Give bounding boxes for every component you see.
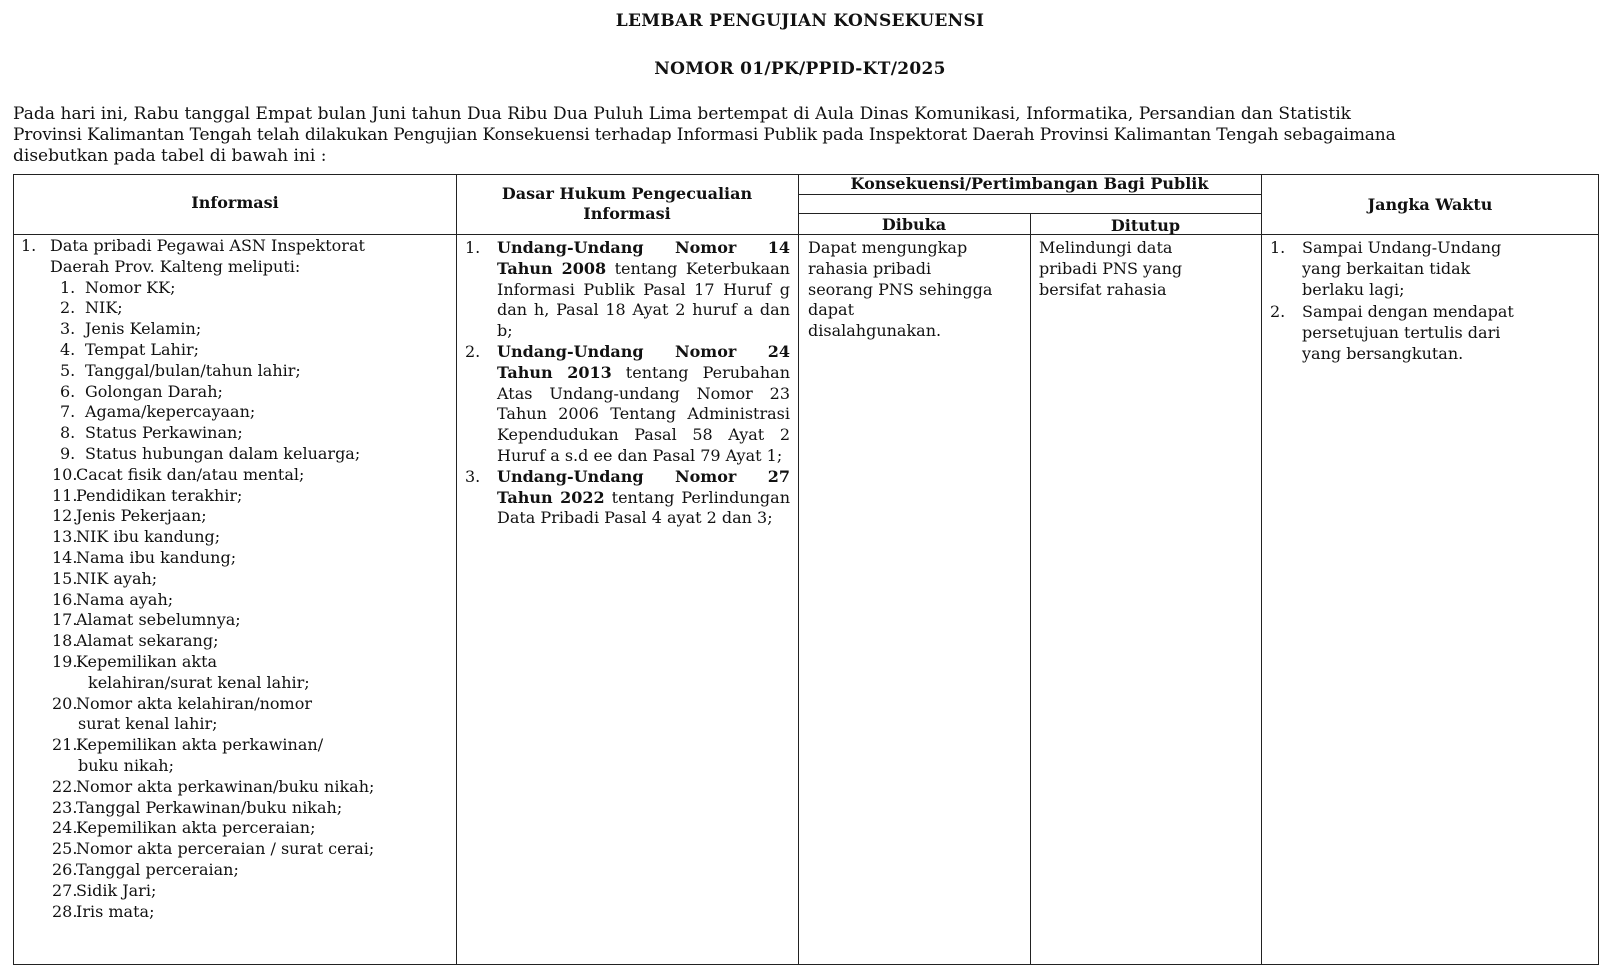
informasi-list-number: 4. [60, 339, 76, 359]
informasi-list-text: Jenis Kelamin; [85, 319, 202, 339]
dibuka-line: Dapat mengungkap [808, 238, 968, 257]
informasi-main-number: 1. [21, 236, 37, 255]
dibuka-line: seorang PNS sehingga [808, 279, 993, 299]
dasar-hukum-cell [465, 238, 790, 529]
header-dasar-hukum-line1: Dasar Hukum Pengecualian [501, 184, 753, 203]
informasi-list-number: 26. [52, 859, 78, 879]
informasi-list-text: Kepemilikan akta [76, 651, 218, 671]
jangka-waktu-text: Sampai Undang-Undang [1302, 238, 1502, 257]
jangka-waktu-item [1270, 238, 1595, 300]
informasi-list-item [21, 361, 451, 382]
dasar-hukum-number: 3. [465, 466, 481, 486]
informasi-list-number: 13. [52, 527, 78, 547]
informasi-list-number: 24. [52, 818, 78, 838]
informasi-list-number: 7. [60, 402, 76, 422]
informasi-list-text-continued: surat kenal lahir; [78, 714, 218, 734]
informasi-list-text: Cacat fisik dan/atau mental; [76, 464, 305, 484]
informasi-list-number: 15. [52, 568, 78, 588]
informasi-list-text: Tempat Lahir; [85, 339, 199, 359]
jangka-waktu-text: yang berkaitan tidak [1302, 258, 1471, 278]
informasi-list-text: Iris mata; [76, 901, 155, 921]
informasi-list-text: Nomor akta perkawinan/buku nikah; [76, 776, 375, 796]
informasi-list-number: 21. [52, 735, 78, 755]
informasi-list-item [21, 527, 451, 548]
ditutup-line: pribadi PNS yang [1039, 258, 1183, 278]
jangka-waktu-cell [1270, 238, 1595, 365]
dasar-hukum-item [465, 467, 790, 529]
informasi-list-item [21, 506, 451, 527]
dasar-hukum-law-title: Undang-Undang Nomor 24 Tahun 2013 [497, 341, 790, 382]
informasi-list-text: Nama ibu kandung; [76, 547, 237, 567]
header-dasar-hukum-line2: Informasi [583, 204, 671, 223]
informasi-list-text: Tanggal perceraian; [76, 859, 239, 879]
informasi-list-number: 2. [60, 298, 76, 318]
informasi-list-number: 18. [52, 631, 78, 651]
informasi-list-text-continued: buku nikah; [78, 755, 174, 775]
informasi-list-number: 3. [60, 319, 76, 339]
informasi-list-item [21, 839, 451, 860]
informasi-list-number: 22. [52, 776, 78, 796]
informasi-item-list [21, 278, 451, 923]
informasi-list-number: 11. [52, 485, 78, 505]
informasi-main-line2: Daerah Prov. Kalteng meliputi: [50, 256, 301, 276]
informasi-list-item [21, 590, 451, 611]
jangka-waktu-text: Sampai dengan mendapat [1302, 302, 1514, 322]
header-ditutup: Ditutup [1110, 216, 1181, 235]
document-number: NOMOR 01/PK/PPID-KT/2025 [654, 59, 946, 79]
informasi-list-text: Tanggal/bulan/tahun lahir; [85, 360, 301, 380]
informasi-list-item [21, 652, 451, 673]
consequence-table [13, 174, 1599, 965]
informasi-list-text: Status Perkawinan; [85, 423, 243, 443]
dasar-hukum-law-detail: tentang Perlindungan Data Pribadi Pasal 4 ayat 2 dan 3; [497, 487, 790, 528]
dasar-hukum-item [465, 342, 790, 467]
informasi-list-text: Nama ayah; [76, 589, 174, 609]
informasi-list-number: 17. [52, 610, 78, 630]
ditutup-line: bersifat rahasia [1039, 279, 1167, 299]
header-jangka-waktu: Jangka Waktu [1367, 195, 1493, 214]
informasi-list-text: Nomor KK; [85, 277, 176, 297]
informasi-list-item [21, 860, 451, 881]
informasi-list-item [21, 465, 451, 486]
informasi-list-number: 23. [52, 797, 78, 817]
jangka-waktu-item [1270, 302, 1595, 364]
informasi-list-item [21, 881, 451, 902]
intro-line-2: Provinsi Kalimantan Tengah telah dilakukan Pengujian Konsekuensi terhadap Informasi Publik pada Inspektorat Daerah Provinsi Kalimantan Tengah sebagaimana [13, 125, 1396, 145]
informasi-list-item [21, 777, 451, 798]
informasi-list-item [21, 735, 451, 756]
ditutup-line: Melindungi data [1039, 238, 1173, 257]
informasi-list-number: 25. [52, 839, 78, 859]
informasi-list-text: Golongan Darah; [85, 381, 223, 401]
informasi-list-text: NIK ayah; [76, 568, 158, 588]
informasi-list-number: 12. [52, 506, 78, 526]
informasi-list-number: 1. [60, 277, 76, 297]
informasi-list-text: Sidik Jari; [76, 880, 157, 900]
informasi-list-item [21, 382, 451, 403]
jangka-waktu-number: 1. [1270, 238, 1286, 257]
informasi-list-item [21, 402, 451, 423]
informasi-list-item [21, 569, 451, 590]
dasar-hukum-law-detail: tentang Keterbukaan Informasi Publik Pasal 17 Huruf g dan h, Pasal 18 Ayat 2 huruf a dan b; [497, 258, 790, 341]
dibuka-line: rahasia pribadi [808, 258, 932, 278]
informasi-list-item [21, 319, 451, 340]
informasi-list-number: 19. [52, 651, 78, 671]
informasi-list-item [21, 902, 451, 923]
informasi-list-number: 9. [60, 443, 76, 463]
informasi-list-text: Kepemilikan akta perceraian; [76, 818, 316, 838]
informasi-list-text: Jenis Pekerjaan; [76, 506, 207, 526]
informasi-list-text: Agama/kepercayaan; [85, 402, 256, 422]
dibuka-line: dapat [808, 300, 854, 320]
informasi-list-item [21, 340, 451, 361]
informasi-list-number: 27. [52, 880, 78, 900]
informasi-list-item [21, 444, 451, 465]
informasi-list-item [21, 486, 451, 507]
informasi-list-number: 14. [52, 547, 78, 567]
informasi-main-line1: Data pribadi Pegawai ASN Inspektorat [50, 236, 365, 255]
informasi-list-text: NIK ibu kandung; [76, 527, 221, 547]
informasi-list-item [21, 278, 451, 299]
dasar-hukum-number: 1. [465, 238, 481, 257]
informasi-list-number: 6. [60, 381, 76, 401]
informasi-list-number: 16. [52, 589, 78, 609]
informasi-list-text: Alamat sekarang; [76, 631, 219, 651]
document-title: LEMBAR PENGUJIAN KONSEKUENSI [615, 11, 985, 31]
informasi-list-number: 10. [52, 464, 78, 484]
dasar-hukum-item [465, 238, 790, 342]
header-konsekuensi: Konsekuensi/Pertimbangan Bagi Publik [850, 174, 1209, 193]
informasi-list-number: 28. [52, 901, 78, 921]
informasi-list-text: Alamat sebelumnya; [76, 610, 241, 630]
informasi-list-item [21, 818, 451, 839]
intro-paragraph [13, 104, 1600, 167]
header-informasi: Informasi [191, 193, 279, 212]
informasi-list-item [21, 610, 451, 631]
jangka-waktu-number: 2. [1270, 302, 1286, 322]
informasi-list-number: 20. [52, 693, 78, 713]
informasi-list-text: Status hubungan dalam keluarga; [85, 443, 361, 463]
informasi-list-text: Tanggal Perkawinan/buku nikah; [76, 797, 343, 817]
intro-line-1: Pada hari ini, Rabu tanggal Empat bulan Juni tahun Dua Ribu Dua Puluh Lima bertempat di Aula Dinas Komunikasi, Informatika, Persandian dan Statistik [13, 104, 1352, 124]
jangka-waktu-text: persetujuan tertulis dari [1302, 323, 1501, 343]
jangka-waktu-text: berlaku lagi; [1302, 279, 1405, 299]
header-dasar-hukum [456, 184, 798, 224]
informasi-list-item [21, 798, 451, 819]
informasi-list-item [21, 548, 451, 569]
dasar-hukum-law-detail: tentang Perubahan Atas Undang-undang Nomor 23 Tahun 2006 Tentang Administrasi Kependudukan Pasal 58 Ayat 2 Huruf a s.d ee dan Pasal 79 Ayat 1; [497, 362, 790, 465]
dasar-hukum-number: 2. [465, 341, 481, 361]
informasi-list-text: Nomor akta kelahiran/nomor [76, 693, 312, 713]
informasi-list-number: 8. [60, 423, 76, 443]
informasi-list-number: 5. [60, 360, 76, 380]
dibuka-line: disalahgunakan. [808, 321, 942, 341]
informasi-cell [21, 236, 451, 922]
informasi-list-item [21, 694, 451, 715]
informasi-list-text: Nomor akta perceraian / surat cerai; [76, 839, 375, 859]
jangka-waktu-text: yang bersangkutan. [1302, 343, 1464, 363]
intro-line-3: disebutkan pada tabel di bawah ini : [13, 146, 327, 166]
dasar-hukum-law-title: Undang-Undang Nomor 14 Tahun 2008 [497, 238, 790, 278]
dibuka-cell [808, 238, 1026, 342]
header-dibuka: Dibuka [881, 215, 947, 234]
informasi-list-text: Kepemilikan akta perkawinan/ [76, 735, 324, 755]
informasi-list-item [21, 298, 451, 319]
informasi-list-text-continued: kelahiran/surat kenal lahir; [88, 672, 310, 692]
dasar-hukum-law-title: Undang-Undang Nomor 27 Tahun 2022 [497, 466, 790, 507]
ditutup-cell [1039, 238, 1257, 300]
dasar-hukum-list [465, 238, 790, 529]
informasi-list-item [21, 423, 451, 444]
informasi-list-text: Pendidikan terakhir; [76, 485, 243, 505]
informasi-list-text: NIK; [85, 298, 123, 318]
informasi-list-item [21, 631, 451, 652]
